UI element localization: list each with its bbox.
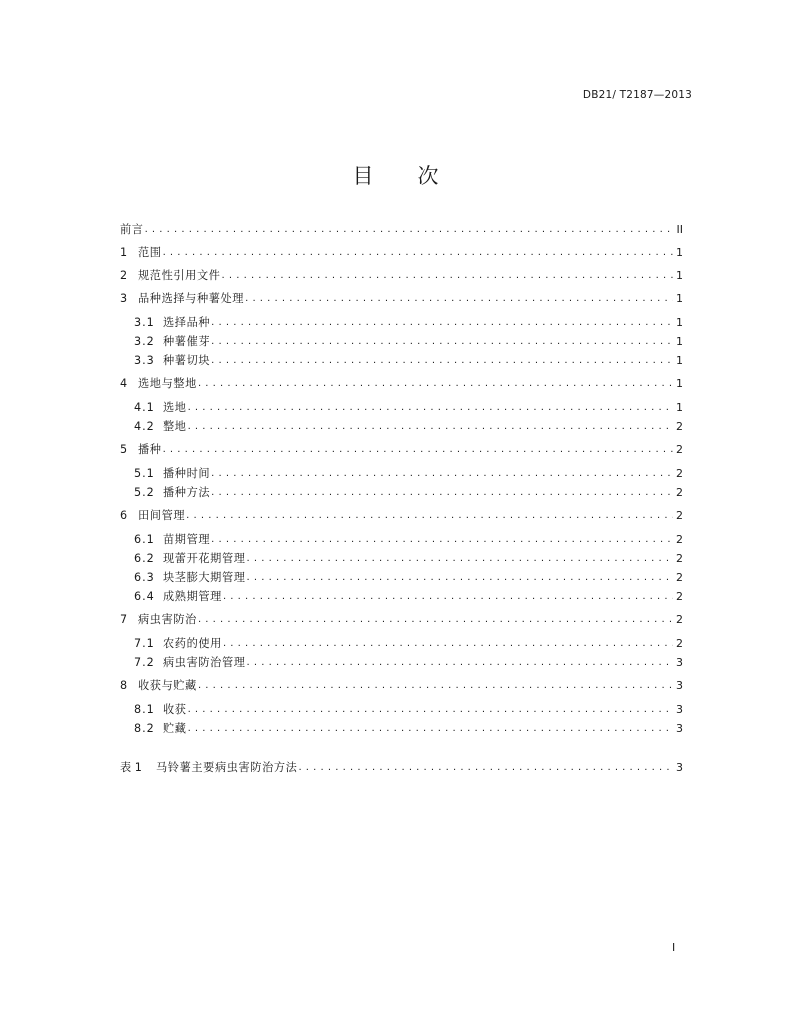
toc-leader-dots xyxy=(211,532,673,548)
toc-number: 3.2 xyxy=(134,335,155,348)
toc-number: 3.3 xyxy=(134,354,155,367)
toc-number: 3 xyxy=(120,292,128,305)
toc-label: 播种 xyxy=(138,443,162,456)
toc-page: 2 xyxy=(676,637,683,650)
toc-number: 4.2 xyxy=(134,420,155,433)
toc-leader-dots xyxy=(211,466,673,482)
toc-leader-dots xyxy=(198,678,673,694)
toc-number: 4.1 xyxy=(134,401,155,414)
toc-page: II xyxy=(676,223,683,236)
toc-leader-dots xyxy=(188,702,673,718)
title-char-2: 次 xyxy=(417,164,439,188)
toc-number: 表 1 xyxy=(120,761,142,774)
toc-leader-dots xyxy=(211,334,673,350)
toc-label: 病虫害防治 xyxy=(138,613,197,626)
toc-page: 2 xyxy=(676,552,683,565)
toc-number: 8.2 xyxy=(134,722,155,735)
toc-page: 1 xyxy=(676,316,683,329)
toc-leader-dots xyxy=(163,442,673,458)
toc-number: 3.1 xyxy=(134,316,155,329)
toc-entry[interactable] xyxy=(120,612,683,628)
toc-number: 5.1 xyxy=(134,467,155,480)
toc-page: 2 xyxy=(676,420,683,433)
toc-leader-dots xyxy=(211,353,673,369)
toc-number: 7.2 xyxy=(134,656,155,669)
toc-leader-dots xyxy=(223,636,673,652)
toc-subentry[interactable] xyxy=(134,655,683,671)
toc-number: 7 xyxy=(120,613,128,626)
toc-leader-dots xyxy=(247,570,673,586)
toc-label: 前言 xyxy=(120,223,144,236)
toc-leader-dots xyxy=(211,485,673,501)
toc-label: 整地 xyxy=(163,420,187,433)
toc-leader-dots xyxy=(247,655,673,671)
toc-entry-table-1[interactable] xyxy=(120,760,683,776)
toc-page: 1 xyxy=(676,401,683,414)
toc-number: 6.1 xyxy=(134,533,155,546)
toc-label: 规范性引用文件 xyxy=(138,269,221,282)
toc-label: 贮藏 xyxy=(163,722,187,735)
toc-leader-dots xyxy=(188,419,673,435)
toc-page: 2 xyxy=(676,467,683,480)
toc-leader-dots xyxy=(188,400,673,416)
toc-page: 2 xyxy=(676,613,683,626)
toc-number: 6.3 xyxy=(134,571,155,584)
toc-entry[interactable] xyxy=(120,245,683,261)
toc-number: 8.1 xyxy=(134,703,155,716)
toc-subentry[interactable] xyxy=(134,466,683,482)
toc-leader-dots xyxy=(222,268,673,284)
toc-leader-dots xyxy=(145,222,673,238)
toc-label: 农药的使用 xyxy=(163,637,222,650)
toc-subentry[interactable] xyxy=(134,334,683,350)
toc-page: 1 xyxy=(676,246,683,259)
toc-leader-dots xyxy=(198,376,673,392)
toc-subentry[interactable] xyxy=(134,485,683,501)
toc-page: 3 xyxy=(676,656,683,669)
toc-page: 3 xyxy=(676,722,683,735)
toc-subentry[interactable] xyxy=(134,551,683,567)
toc-label: 品种选择与种薯处理 xyxy=(138,292,245,305)
title-char-1: 目 xyxy=(352,164,374,188)
toc-subentry[interactable] xyxy=(134,353,683,369)
toc-number: 8 xyxy=(120,679,128,692)
toc-label: 选择品种 xyxy=(163,316,211,329)
toc-subentry[interactable] xyxy=(134,570,683,586)
toc-page: 2 xyxy=(676,443,683,456)
toc-subentry[interactable] xyxy=(134,400,683,416)
toc-leader-dots xyxy=(245,291,673,307)
toc-label: 块茎膨大期管理 xyxy=(163,571,246,584)
toc-leader-dots xyxy=(198,612,673,628)
toc-entry[interactable] xyxy=(120,376,683,392)
toc-entry[interactable] xyxy=(120,678,683,694)
toc-leader-dots xyxy=(186,508,673,524)
toc-label: 播种时间 xyxy=(163,467,211,480)
toc-number: 4 xyxy=(120,377,128,390)
toc-label: 选地 xyxy=(163,401,187,414)
toc-subentry[interactable] xyxy=(134,636,683,652)
toc-leader-dots xyxy=(247,551,673,567)
toc-page: 2 xyxy=(676,571,683,584)
toc-label: 病虫害防治管理 xyxy=(163,656,246,669)
toc-page: 1 xyxy=(676,269,683,282)
toc-label: 田间管理 xyxy=(138,509,186,522)
toc-page: 1 xyxy=(676,377,683,390)
toc-label: 收获 xyxy=(163,703,187,716)
toc-page: 3 xyxy=(676,761,683,774)
toc-page: 1 xyxy=(676,335,683,348)
toc-number: 1 xyxy=(120,246,128,259)
toc-label: 苗期管理 xyxy=(163,533,211,546)
standard-code: DB21/ T2187—2013 xyxy=(582,89,692,101)
toc-page: 2 xyxy=(676,509,683,522)
toc-subentry[interactable] xyxy=(134,721,683,737)
toc-label: 种薯催芽 xyxy=(163,335,211,348)
toc-number: 5 xyxy=(120,443,128,456)
toc-page: 3 xyxy=(676,679,683,692)
toc-number: 6 xyxy=(120,509,128,522)
toc-label: 范围 xyxy=(138,246,162,259)
toc-leader-dots xyxy=(163,245,673,261)
toc-leader-dots xyxy=(298,760,673,776)
toc-label: 种薯切块 xyxy=(163,354,211,367)
toc-entry-foreword[interactable] xyxy=(120,222,683,238)
toc-entry[interactable] xyxy=(120,291,683,307)
toc-subentry[interactable] xyxy=(134,419,683,435)
toc-subentry[interactable] xyxy=(134,315,683,331)
toc-number: 5.2 xyxy=(134,486,155,499)
toc-label: 成熟期管理 xyxy=(163,590,222,603)
toc-page: 1 xyxy=(676,354,683,367)
footer-page-number: I xyxy=(672,941,676,954)
toc-number: 7.1 xyxy=(134,637,155,650)
toc-number: 2 xyxy=(120,269,128,282)
toc-entry[interactable] xyxy=(120,508,683,524)
toc-leader-dots xyxy=(211,315,673,331)
toc-label: 现蕾开花期管理 xyxy=(163,552,246,565)
toc-leader-dots xyxy=(223,589,673,605)
toc-page: 2 xyxy=(676,590,683,603)
toc-entry[interactable] xyxy=(120,442,683,458)
toc-subentry[interactable] xyxy=(134,702,683,718)
toc-label: 马铃薯主要病虫害防治方法 xyxy=(156,761,298,774)
page-title xyxy=(0,160,791,190)
toc-subentry[interactable] xyxy=(134,532,683,548)
toc-page: 3 xyxy=(676,703,683,716)
toc-entry[interactable] xyxy=(120,268,683,284)
toc-number: 6.4 xyxy=(134,590,155,603)
toc-leader-dots xyxy=(188,721,673,737)
toc-page: 1 xyxy=(676,292,683,305)
toc-label: 收获与贮藏 xyxy=(138,679,197,692)
toc-label: 选地与整地 xyxy=(138,377,197,390)
toc-subentry[interactable] xyxy=(134,589,683,605)
toc-page: 2 xyxy=(676,533,683,546)
toc-number: 6.2 xyxy=(134,552,155,565)
toc-page: 2 xyxy=(676,486,683,499)
toc-label: 播种方法 xyxy=(163,486,211,499)
